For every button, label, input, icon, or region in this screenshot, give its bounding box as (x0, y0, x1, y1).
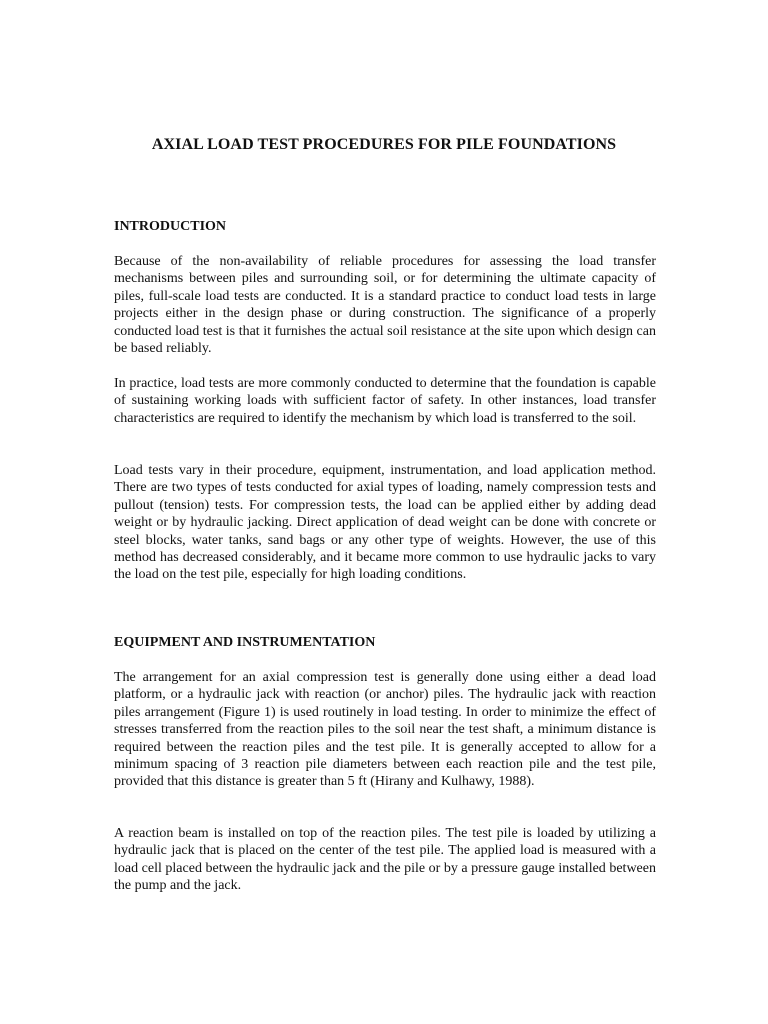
introduction-paragraph-2: In practice, load tests are more commonly conducted to determine that the foundation is capable of sustaining working loads with sufficient factor of safety. In other instances, load transfer characteristics are required to identify the mechanism by which load is transferred to the soil. (114, 376, 656, 426)
introduction-paragraph-3: Load tests vary in their procedure, equipment, instrumentation, and load application method. There are two types of tests conducted for axial types of loading, namely compression tests and pullout (tension) tests. For compression tests, the load can be applied either by adding dead weight or by hydraulic jacking. Direct application of dead weight can be done with concrete or steel blocks, water tanks, sand bags or any other type of weights. However, the use of this method has decreased considerably, and it became more common to use hydraulic jacks to vary the load on the test pile, especially for high loading conditions. (114, 463, 656, 583)
section-heading-introduction: INTRODUCTION (114, 219, 227, 234)
section-heading-equipment-and-instrumentation: EQUIPMENT AND INSTRUMENTATION (114, 635, 376, 650)
document-title: AXIAL LOAD TEST PROCEDURES FOR PILE FOUNDATIONS (151, 136, 617, 153)
introduction-paragraph-1: Because of the non-availability of reliable procedures for assessing the load transfer mechanisms between piles and surrounding soil, or for determining the ultimate capacity of piles, full-scale load tests are conducted. It is a standard practice to conduct load tests in large projects either in the design phase or during construction. The significance of a properly conducted load test is that it furnishes the actual soil resistance at the site upon which design can be based reliably. (114, 254, 656, 357)
equipment-paragraph-2: A reaction beam is installed on top of the reaction piles. The test pile is loaded by utilizing a hydraulic jack that is placed on the center of the test pile. The applied load is measured with a load cell placed between the hydraulic jack and the pile or by a pressure gauge installed between the pump and the jack. (114, 826, 656, 894)
equipment-paragraph-1: The arrangement for an axial compression test is generally done using either a dead load platform, or a hydraulic jack with reaction (or anchor) piles. The hydraulic jack with reaction piles arrangement (Figure 1) is used routinely in load testing. In order to minimize the effect of stresses transferred from the reaction piles to the soil near the test shaft, a minimum distance is required between the reaction piles and the test pile. It is generally accepted to allow for a minimum spacing of 3 reaction pile diameters between each reaction pile and the test pile, provided that this distance is greater than 5 ft (Hirany and Kulhawy, 1988). (114, 670, 656, 790)
